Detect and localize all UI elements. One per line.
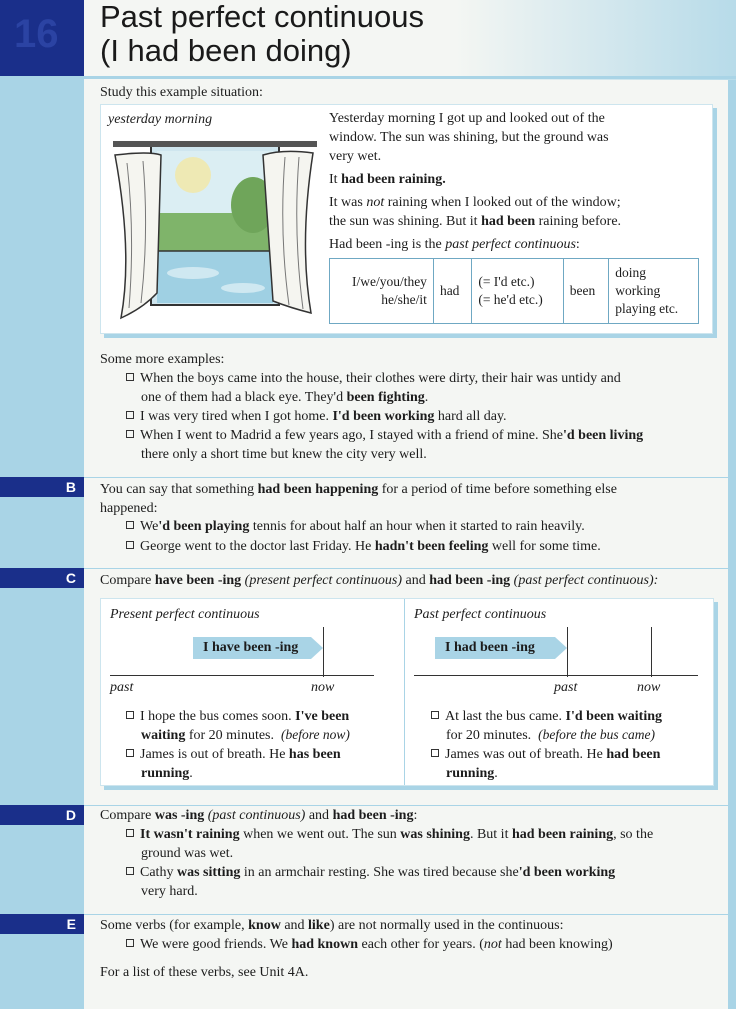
form-table (329, 258, 699, 324)
verb-2: working (615, 283, 661, 298)
story-line-6: the sun was shining. But it had been raining before. (329, 214, 622, 229)
verb-3: playing etc. (615, 301, 679, 316)
section-c-line: Compare have been -ing (present perfect continuous) and had been -ing (past perfect continuous): (100, 573, 659, 588)
section-b-bar: B (0, 477, 84, 497)
story-line-3: very wet. (329, 149, 382, 164)
right-margin-strip (728, 0, 736, 1009)
bullet-icon (126, 711, 134, 719)
unit-number-box: 16 (0, 0, 84, 76)
section-e-bar: E (0, 914, 84, 934)
bullet-icon (126, 430, 134, 438)
left-ex2-l2: running. (141, 766, 193, 781)
bullet-icon (126, 373, 134, 381)
example-a1-l2: one of them had a black eye. They'd been fighting. (141, 390, 429, 405)
example-b1: We'd been playing tennis for about half an hour when it started to rain heavily. (126, 517, 585, 536)
bullet-icon (126, 411, 134, 419)
intro-text: Study this example situation: (100, 85, 263, 100)
picture-caption: yesterday morning (108, 112, 213, 127)
header-rule (84, 76, 736, 79)
bullet-icon (126, 541, 134, 549)
example-a1-l1: When the boys came into the house, their clothes were dirty, their hair was untidy and (126, 369, 621, 388)
example-a3-l1: When I went to Madrid a few years ago, I stayed with a friend of mine. She'd been living (126, 426, 643, 445)
footer-note: For a list of these verbs, see Unit 4A. (100, 965, 309, 980)
header-decoration (455, 0, 736, 80)
right-timeline (414, 675, 698, 676)
contraction-2: (= he'd etc.) (478, 292, 543, 307)
example-d1-l1: It wasn't raining when we went out. The sun was shining. But it had been raining, so the (126, 825, 653, 844)
had-cell: had (433, 259, 471, 324)
more-examples-label: Some more examples: (100, 352, 225, 367)
left-ex1-l1: I hope the bus comes soon. I've been (126, 707, 349, 726)
left-now-label: now (311, 680, 335, 695)
right-now-tick (651, 627, 652, 677)
right-ex2-l2: running. (446, 766, 498, 781)
definition-line: Had been -ing is the past perfect continuous: (329, 237, 580, 252)
right-past-label: past (554, 680, 578, 695)
left-ex1-l2: waiting for 20 minutes. (before now) (141, 727, 350, 743)
example-a2: I was very tired when I got home. I'd been working hard all day. (126, 407, 507, 426)
right-ex1-l2: for 20 minutes. (before the bus came) (446, 727, 655, 743)
page-title (100, 0, 424, 68)
left-timeline-arrow: I have been -ing (193, 637, 311, 659)
bullet-icon (126, 749, 134, 757)
left-now-tick (323, 627, 324, 677)
section-d-bar: D (0, 805, 84, 825)
right-ex2-l1: James was out of breath. He had been (431, 745, 660, 764)
left-ex2-l1: James is out of breath. He has been (126, 745, 341, 764)
verb-1: doing (615, 265, 646, 280)
right-timeline-arrow: I had been -ing (435, 637, 555, 659)
panel-divider (404, 599, 405, 785)
subject-2: he/she/it (381, 292, 427, 307)
section-b-line-2: happened: (100, 501, 158, 516)
example-a3-l2: there only a short time but knew the city very well. (141, 447, 427, 462)
comparison-panel (100, 598, 714, 786)
section-c-bar: C (0, 568, 84, 588)
section-d-line: Compare was -ing (past continuous) and had been -ing: (100, 808, 418, 823)
section-e-line: Some verbs (for example, know and like) are not normally used in the continuous: (100, 918, 564, 933)
been-cell: been (563, 259, 608, 324)
example-b2: George went to the doctor last Friday. He hadn't been feeling well for some time. (126, 537, 601, 556)
story-line-4: It had been raining. (329, 172, 446, 187)
bullet-icon (431, 749, 439, 757)
left-margin-strip (0, 0, 84, 1009)
example-d2-l1: Cathy was sitting in an armchair resting. She was tired because she'd been working (126, 863, 615, 882)
example-e1: We were good friends. We had known each other for years. (not had been knowing) (126, 935, 613, 954)
example-d1-l2: ground was wet. (141, 846, 234, 861)
title-line-2: (I had been doing) (100, 33, 352, 68)
bullet-icon (126, 521, 134, 529)
bullet-icon (126, 867, 134, 875)
example-panel (100, 104, 713, 334)
left-past-label: past (110, 680, 134, 695)
story-line-1: Yesterday morning I got up and looked out of the (329, 111, 605, 126)
right-now-label: now (637, 680, 661, 695)
contraction-1: (= I'd etc.) (478, 274, 535, 289)
left-heading: Present perfect continuous (110, 607, 260, 622)
story-line-2: window. The sun was shining, but the ground was (329, 130, 609, 145)
right-past-tick (567, 627, 568, 677)
right-ex1-l1: At last the bus came. I'd been waiting (431, 707, 662, 726)
example-d2-l2: very hard. (141, 884, 198, 899)
subject-1: I/we/you/they (351, 274, 427, 289)
bullet-icon (431, 711, 439, 719)
story-line-5: It was not raining when I looked out of the window; (329, 195, 621, 210)
title-line-1: Past perfect continuous (100, 0, 424, 34)
right-heading: Past perfect continuous (414, 607, 547, 622)
section-b-line-1: You can say that something had been happening for a period of time before something else (100, 482, 617, 497)
left-timeline (110, 675, 374, 676)
bullet-icon (126, 829, 134, 837)
bullet-icon (126, 939, 134, 947)
rainy-window-illustration (113, 133, 317, 321)
